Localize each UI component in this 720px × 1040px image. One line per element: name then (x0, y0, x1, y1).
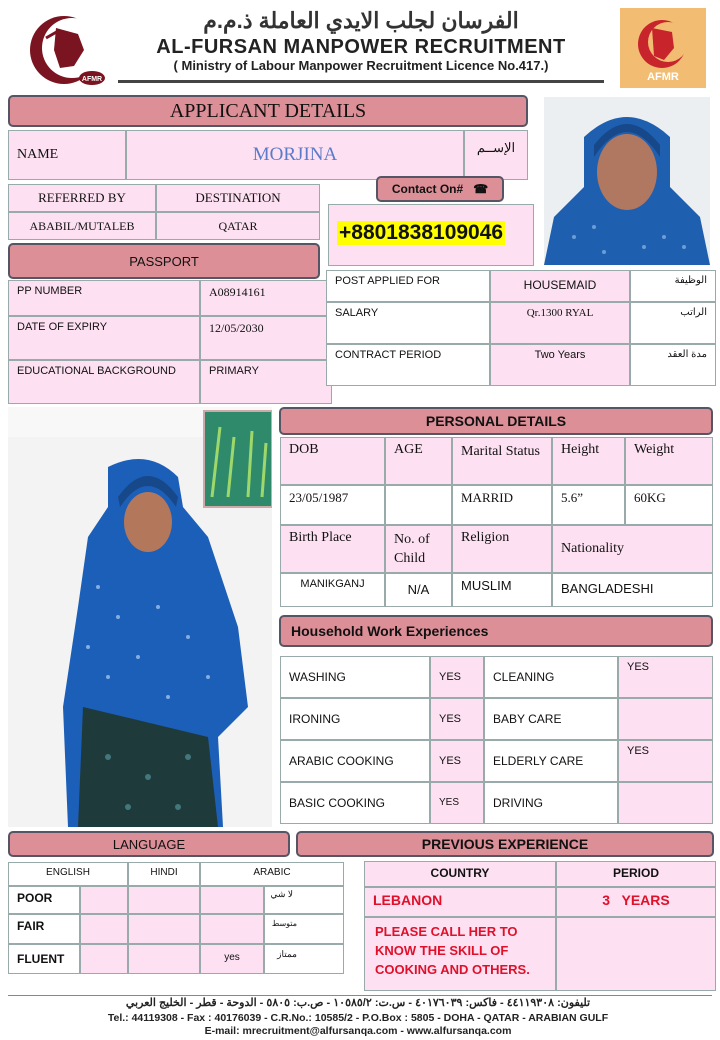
washing-label: WASHING (280, 656, 430, 698)
name-value: MORJINA (126, 130, 464, 180)
passport-header (8, 243, 320, 279)
fluent-arabic: yes (200, 944, 264, 974)
contract-period-label: CONTRACT PERIOD (326, 344, 490, 386)
badge-text: AFMR (647, 71, 679, 83)
afmr-badge (620, 8, 706, 88)
pp-number-label: PP NUMBER (8, 280, 200, 316)
arabic-cooking-label: ARABIC COOKING (280, 740, 430, 782)
pp-number-value: A08914161 (200, 280, 332, 316)
referred-by-label: REFERRED BY (8, 184, 156, 212)
fair-arabic-level: متوسط (264, 914, 344, 944)
previous-note-blank (556, 917, 716, 991)
period-value: 3 YEARS (556, 887, 716, 917)
destination-label: DESTINATION (156, 184, 320, 212)
birth-place-header: Birth Place (280, 525, 385, 573)
applicant-details-title: APPLICANT DETAILS (169, 99, 367, 122)
language-title: LANGUAGE (112, 836, 186, 852)
fair-english (80, 914, 128, 944)
passport-title: PASSPORT (129, 253, 199, 269)
salary-value: Qr.1300 RYAL (490, 302, 630, 344)
height-value: 5.6” (552, 485, 625, 525)
licence-text: ( Ministry of Labour Manpower Recruitment Licence No.417.) (173, 58, 549, 73)
salary-arabic: الراتب (630, 302, 716, 344)
phone-icon: ☎ (473, 182, 489, 196)
weight-header: Weight (625, 437, 713, 485)
contract-period-value: Two Years (490, 344, 630, 386)
baby-care-label: BABY CARE (484, 698, 618, 740)
previous-experience-header (296, 831, 714, 857)
header-underline (118, 80, 604, 83)
poor-arabic-level: لا شي (264, 886, 344, 914)
post-applied-arabic: الوظيفة (630, 270, 716, 302)
country-col-header: COUNTRY (364, 861, 556, 887)
education-label: EDUCATIONAL BACKGROUND (8, 360, 200, 404)
household-header (279, 615, 713, 647)
salary-label: SALARY (326, 302, 490, 344)
company-english-name: AL-FURSAN MANPOWER RECRUITMENT (156, 36, 566, 58)
poor-english (80, 886, 128, 914)
post-applied-label: POST APPLIED FOR (326, 270, 490, 302)
ironing-label: IRONING (280, 698, 430, 740)
marital-status-header: Marital Status (452, 437, 552, 485)
marital-status-value: MARRID (452, 485, 552, 525)
washing-value: YES (430, 656, 484, 698)
logo-text: AFMR (81, 76, 103, 83)
age-value (385, 485, 452, 525)
period-col-header: PERIOD (556, 861, 716, 887)
contact-value[interactable]: +8801838109046 (339, 221, 504, 244)
poor-label: POOR (8, 886, 80, 914)
cleaning-label: CLEANING (484, 656, 618, 698)
dob-header: DOB (280, 437, 385, 485)
birth-place-value: MANIKGANJ (280, 573, 385, 607)
household-title: Household Work Experiences (291, 623, 489, 639)
poor-arabic (200, 886, 264, 914)
previous-note: PLEASE CALL HER TO KNOW THE SKILL OF COOKING AND OTHERS. (364, 917, 556, 991)
elderly-care-value: YES (618, 740, 713, 782)
footer-english-line: Tel.: 44119308 - Fax : 40176039 - C.R.No.: 10585/2 - P.O.Box : 5805 - DOHA - QATAR - ARABIAN GULF (107, 1012, 609, 1024)
applicant-details-header (8, 95, 528, 127)
fair-hindi (128, 914, 200, 944)
age-header: AGE (385, 437, 452, 485)
hindi-col-header: HINDI (128, 862, 200, 886)
dob-value: 23/05/1987 (280, 485, 385, 525)
cleaning-value: YES (618, 656, 713, 698)
name-arabic-label: الإســم (464, 130, 528, 180)
name-label: NAME (8, 130, 126, 180)
footer-arabic-line: تليفون: ٤٤١١٩٣٠٨ - فاكس: ٤٠١٧٦٠٣٩ - س.ت: ١٠٥٨٥/٢ - ص.ب: ٥٨٠٥ - الدوحة - قطر - الخليج العربي (125, 997, 591, 1009)
basic-cooking-value: YES (430, 782, 484, 824)
company-logo (26, 10, 108, 88)
date-of-expiry-label: DATE OF EXPIRY (8, 316, 200, 360)
contact-box (328, 204, 534, 266)
driving-value (618, 782, 713, 824)
no-of-child-header: No. of Child (385, 525, 452, 573)
elderly-care-label: ELDERLY CARE (484, 740, 618, 782)
weight-value: 60KG (625, 485, 713, 525)
contact-header (376, 176, 504, 202)
referred-by-value: ABABIL/MUTALEB (8, 212, 156, 240)
applicant-full-photo (8, 407, 272, 827)
fair-label: FAIR (8, 914, 80, 944)
arabic-col-header: ARABIC (200, 862, 344, 886)
date-of-expiry-value: 12/05/2030 (200, 316, 332, 360)
fluent-english (80, 944, 128, 974)
previous-experience-title: PREVIOUS EXPERIENCE (421, 836, 589, 852)
personal-details-header (279, 407, 713, 435)
contract-period-arabic: مدة العقد (630, 344, 716, 386)
language-header (8, 831, 290, 857)
destination-value: QATAR (156, 212, 320, 240)
country-value: LEBANON (364, 887, 556, 917)
post-applied-value: HOUSEMAID (490, 270, 630, 302)
footer-email-line[interactable]: E-mail: mrecruitment@alfursanqa.com - www.alfursanqa.com (204, 1025, 512, 1037)
poor-hindi (128, 886, 200, 914)
religion-value: MUSLIM (452, 573, 552, 607)
contact-label: Contact On# (391, 182, 464, 196)
fair-arabic (200, 914, 264, 944)
baby-care-value (618, 698, 713, 740)
no-of-child-value: N/A (385, 573, 452, 607)
nationality-header: Nationality (552, 525, 713, 573)
fluent-arabic-level: ممتاز (264, 944, 344, 974)
religion-header: Religion (452, 525, 552, 573)
english-col-header: ENGLISH (8, 862, 128, 886)
personal-details-title: PERSONAL DETAILS (425, 413, 567, 429)
education-value: PRIMARY (200, 360, 332, 404)
ironing-value: YES (430, 698, 484, 740)
applicant-headshot (544, 97, 710, 265)
fluent-label: FLUENT (8, 944, 80, 974)
nationality-value: BANGLADESHI (552, 573, 713, 607)
fluent-hindi (128, 944, 200, 974)
height-header: Height (552, 437, 625, 485)
arabic-cooking-value: YES (430, 740, 484, 782)
basic-cooking-label: BASIC COOKING (280, 782, 430, 824)
company-arabic-name: الفرسان لجلب الايدي العاملة ذ.م.م (203, 8, 519, 33)
driving-label: DRIVING (484, 782, 618, 824)
